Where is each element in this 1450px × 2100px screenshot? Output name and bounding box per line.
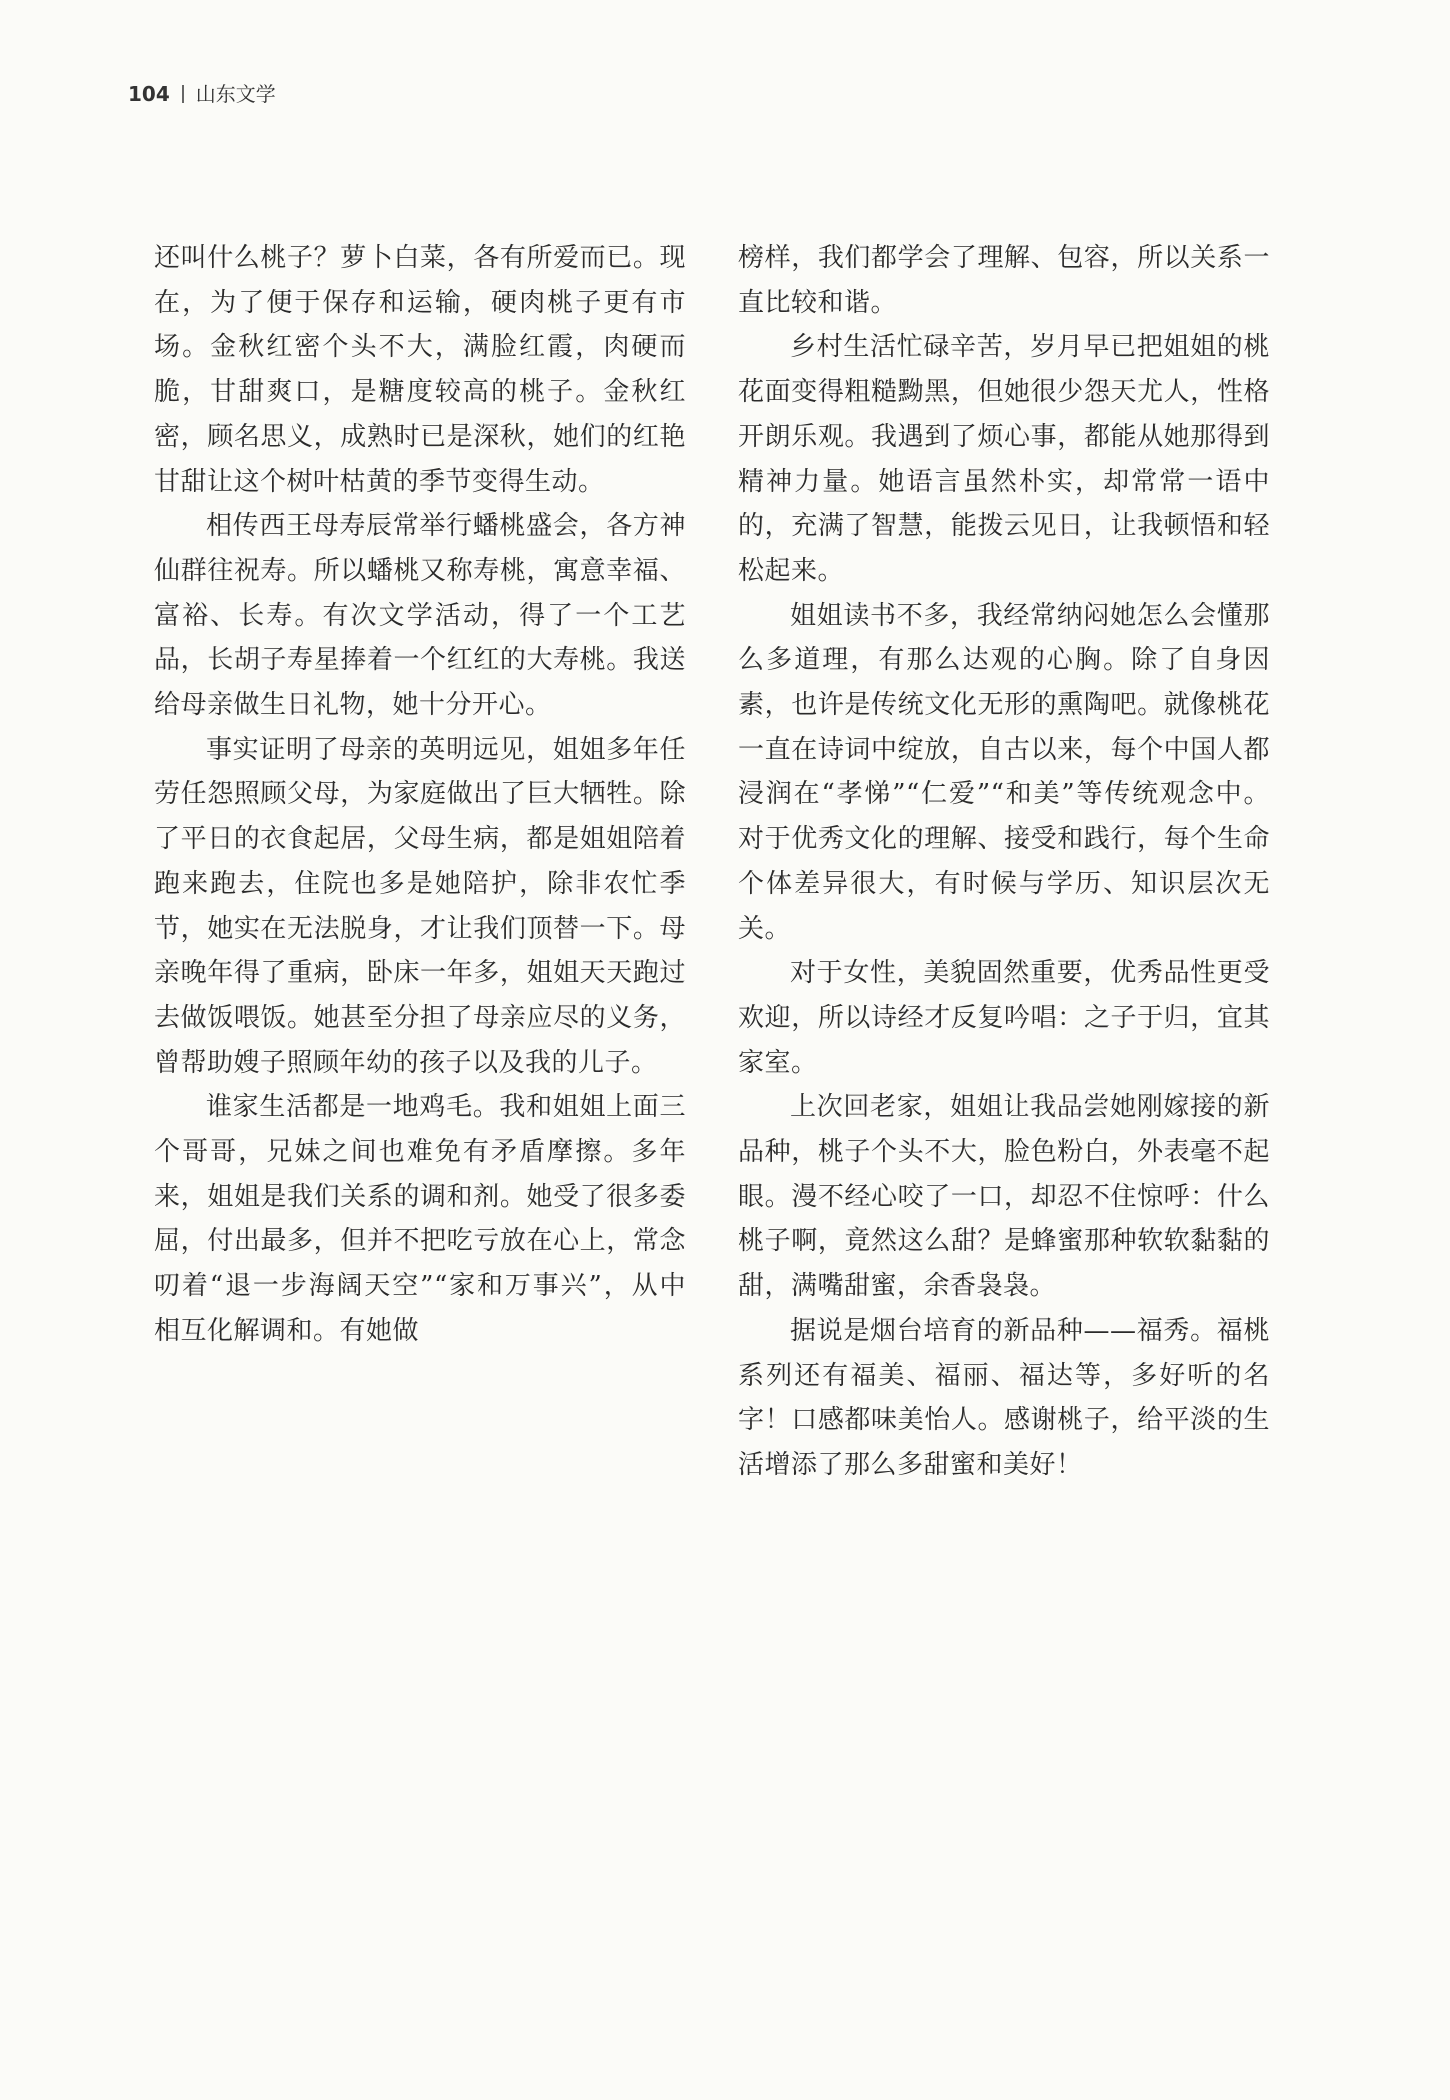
- paragraph: 据说是烟台培育的新品种——福秀。福桃系列还有福美、福丽、福达等，多好听的名字！口感都味美怡人。感谢桃子，给平淡的生活增添了那么多甜蜜和美好！: [738, 1315, 1270, 1480]
- paragraph: 上次回老家，姐姐让我品尝她刚嫁接的新品种，桃子个头不大，脸色粉白，外表毫不起眼。漫不经心咬了一口，却忍不住惊呼：什么桃子啊，竟然这么甜？是蜂蜜那种软软黏黏的甜，满嘴甜蜜，余香袅袅。: [738, 1092, 1270, 1302]
- journal-title: 山东文学: [195, 82, 276, 106]
- header-divider: [182, 85, 184, 103]
- paragraph: 事实证明了母亲的英明远见，姐姐多年任劳任怨照顾父母，为家庭做出了巨大牺牲。除了平日的衣食起居，父母生病，都是姐姐陪着跑来跑去，住院也多是她陪护，除非农忙季节，她实在无法脱身，才让我们顶替一下。母亲晚年得了重病，卧床一年多，姐姐天天跑过去做饭喂饭。她甚至分担了母亲应尽的义务，曾帮助嫂子照顾年幼的孩子以及我的儿子。: [154, 734, 686, 1078]
- page-number: 104: [128, 82, 170, 106]
- right-column: [738, 236, 1270, 1488]
- paragraph: 谁家生活都是一地鸡毛。我和姐姐上面三个哥哥，兄妹之间也难免有矛盾摩擦。多年来，姐姐是我们关系的调和剂。她受了很多委屈，付出最多，但并不把吃亏放在心上，常念叨着“退一步海阔天空”“家和万事兴”，从中相互化解调和。有她做: [154, 1092, 686, 1346]
- paragraph: 还叫什么桃子？萝卜白菜，各有所爱而已。现在，为了便于保存和运输，硬肉桃子更有市场。金秋红密个头不大，满脸红霞，肉硬而脆，甘甜爽口，是糖度较高的桃子。金秋红密，顾名思义，成熟时已是深秋，她们的红艳甘甜让这个树叶枯黄的季节变得生动。: [154, 243, 686, 497]
- paragraph: 乡村生活忙碌辛苦，岁月早已把姐姐的桃花面变得粗糙黝黑，但她很少怨天尤人，性格开朗乐观。我遇到了烦心事，都能从她那得到精神力量。她语言虽然朴实，却常常一语中的，充满了智慧，能拨云见日，让我顿悟和轻松起来。: [738, 332, 1270, 586]
- left-column: [154, 236, 686, 1354]
- paragraph: 榜样，我们都学会了理解、包容，所以关系一直比较和谐。: [738, 243, 1270, 318]
- paragraph: 相传西王母寿辰常举行蟠桃盛会，各方神仙群往祝寿。所以蟠桃又称寿桃，寓意幸福、富裕、长寿。有次文学活动，得了一个工艺品，长胡子寿星捧着一个红红的大寿桃。我送给母亲做生日礼物，她十分开心。: [154, 511, 686, 721]
- running-header: [128, 84, 276, 104]
- paragraph: 姐姐读书不多，我经常纳闷她怎么会懂那么多道理，有那么达观的心胸。除了自身因素，也许是传统文化无形的熏陶吧。就像桃花一直在诗词中绽放，自古以来，每个中国人都浸润在“孝悌”“仁爱”“和美”等传统观念中。对于优秀文化的理解、接受和践行，每个生命个体差异很大，有时候与学历、知识层次无关。: [738, 600, 1270, 944]
- paragraph: 对于女性，美貌固然重要，优秀品性更受欢迎，所以诗经才反复吟唱：之子于归，宜其家室。: [738, 958, 1270, 1078]
